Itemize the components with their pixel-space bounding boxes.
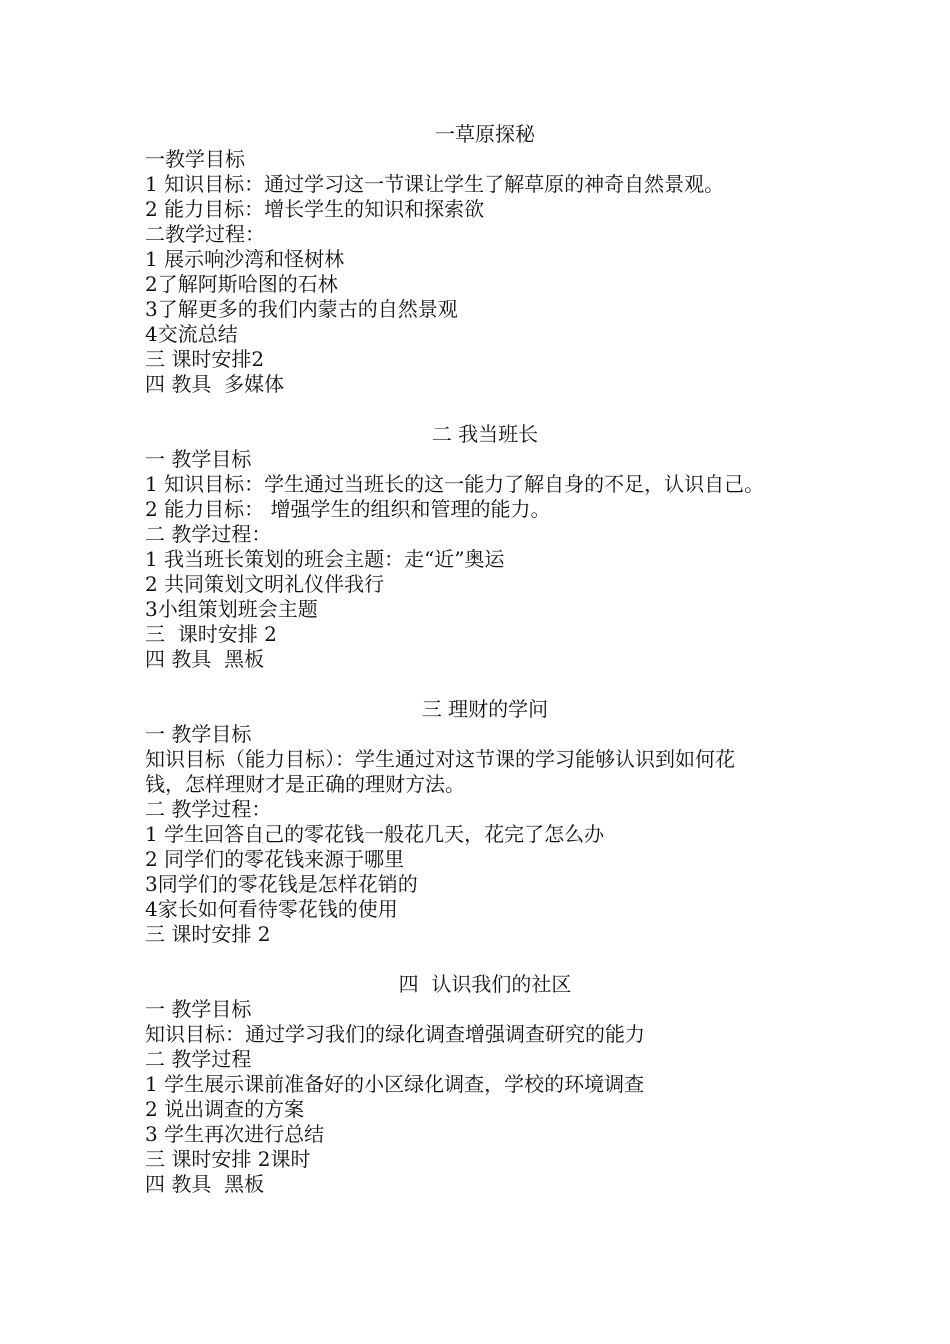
section-line: 4家长如何看待零花钱的使用 <box>145 897 398 921</box>
section-line: 四 教具 多媒体 <box>145 372 285 396</box>
document-page <box>145 122 825 1197</box>
section-line: 2了解阿斯哈图的石林 <box>145 272 338 296</box>
section-line: 一教学目标 <box>145 147 245 171</box>
section-line: 四 教具 黑板 <box>145 647 265 671</box>
section-line: 2 能力目标： 增强学生的组织和管理的能力。 <box>145 497 551 521</box>
section-line: 钱，怎样理财才是正确的理财方法。 <box>145 772 465 796</box>
section-line: 3同学们的零花钱是怎样花销的 <box>145 872 418 896</box>
section-class-monitor <box>145 422 825 672</box>
section-line: 二 教学过程 <box>145 1047 252 1071</box>
section-community <box>145 972 825 1197</box>
section-line: 1 学生展示课前准备好的小区绿化调查，学校的环境调查 <box>145 1072 645 1096</box>
section-line: 1 知识目标：通过学习这一节课让学生了解草原的神奇自然景观。 <box>145 172 725 196</box>
section-line: 1 我当班长策划的班会主题：走“近”奥运 <box>145 547 505 571</box>
section-line: 一 教学目标 <box>145 997 252 1021</box>
section-line: 知识目标（能力目标）：学生通过对这节课的学习能够认识到如何花 <box>145 747 735 771</box>
section-line: 1 展示响沙湾和怪树林 <box>145 247 345 271</box>
section-line: 二教学过程： <box>145 222 265 246</box>
section-line: 三 课时安排 2 <box>145 922 271 946</box>
section-grassland <box>145 122 825 397</box>
section-line: 三 课时安排2 <box>145 347 265 371</box>
section-line: 二 教学过程： <box>145 797 272 821</box>
section-line: 4交流总结 <box>145 322 238 346</box>
section-line: 2 同学们的零花钱来源于哪里 <box>145 847 405 871</box>
section-line: 3 学生再次进行总结 <box>145 1122 325 1146</box>
section-line: 三 课时安排 2 <box>145 622 277 646</box>
section-line: 2 共同策划文明礼仪伴我行 <box>145 572 385 596</box>
section-line: 四 教具 黑板 <box>145 1172 265 1196</box>
section-line: 2 说出调查的方案 <box>145 1097 305 1121</box>
section-title: 四 认识我们的社区 <box>398 972 572 996</box>
section-title: 一草原探秘 <box>435 122 535 146</box>
section-line: 1 知识目标：学生通过当班长的这一能力了解自身的不足，认识自己。 <box>145 472 765 496</box>
section-line: 3小组策划班会主题 <box>145 597 318 621</box>
section-line: 一 教学目标 <box>145 447 252 471</box>
section-money-management <box>145 697 825 947</box>
section-title: 三 理财的学问 <box>421 697 549 721</box>
section-title: 二 我当班长 <box>431 422 539 446</box>
section-line: 知识目标：通过学习我们的绿化调查增强调查研究的能力 <box>145 1022 645 1046</box>
section-line: 一 教学目标 <box>145 722 252 746</box>
section-line: 二 教学过程： <box>145 522 272 546</box>
section-line: 2 能力目标：增长学生的知识和探索欲 <box>145 197 485 221</box>
section-line: 1 学生回答自己的零花钱一般花几天，花完了怎么办 <box>145 822 605 846</box>
section-line: 三 课时安排 2课时 <box>145 1147 311 1171</box>
section-line: 3了解更多的我们内蒙古的自然景观 <box>145 297 458 321</box>
